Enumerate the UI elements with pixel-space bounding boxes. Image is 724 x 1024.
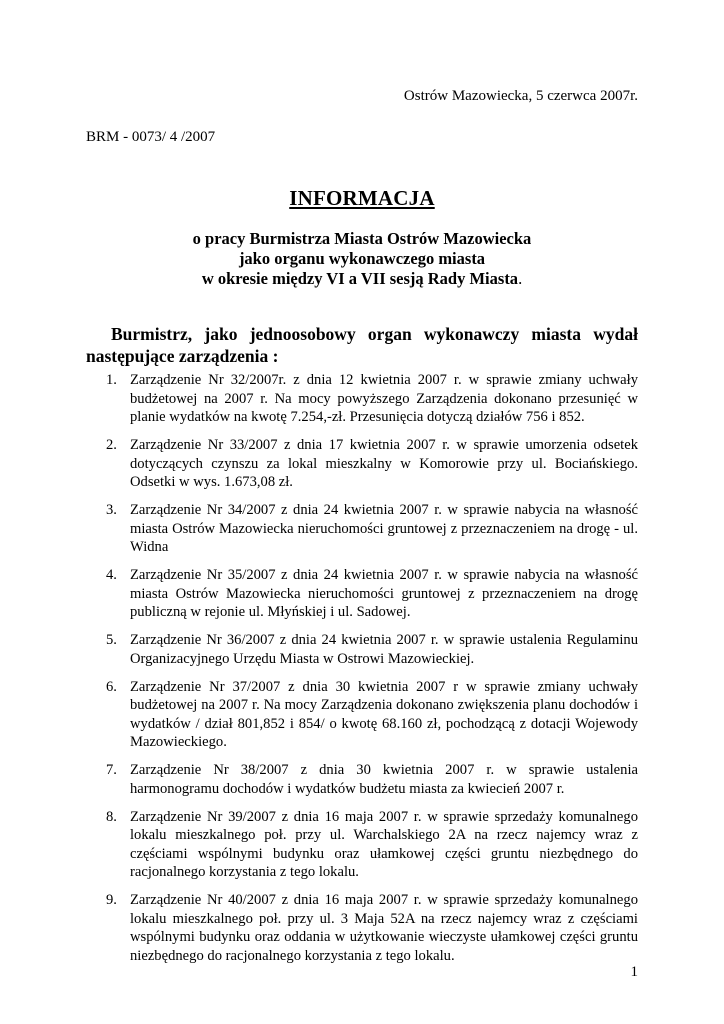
- decision-item: [86, 891, 638, 965]
- decisions-list: [86, 371, 638, 975]
- decision-item: [86, 566, 638, 622]
- lead-paragraph: Burmistrz, jako jednoosobowy organ wykonawczy miasta wydał następujące zarządzenia :: [86, 324, 638, 366]
- decision-text: Zarządzenie Nr 40/2007 z dnia 16 maja 2007 r. w sprawie sprzedaży komunalnego lokalu mieszkalnego poł. przy ul. 3 Maja 52A na rzecz najemcy wraz z częściami wspólnymi budynku oraz oddania w użytkowanie wieczyste ułamkowej części gruntu niezbędnego do racjonalnego korzystania z tego lokalu.: [130, 892, 638, 964]
- subtitle-line-3-text: w okresie między VI a VII sesją Rady Miasta: [201, 269, 519, 288]
- decision-item: [86, 501, 638, 557]
- decision-text: Zarządzenie Nr 35/2007 z dnia 24 kwietnia 2007 r. w sprawie nabycia na własność miasta Ostrów Mazowiecka nieruchomości gruntowej z przeznaczeniem na drogę publiczną w rejonie ul. Młyńskiej i ul. Sadowej.: [130, 567, 638, 620]
- decision-text: Zarządzenie Nr 38/2007 z dnia 30 kwietnia 2007 r. w sprawie ustalenia harmonogramu dochodów i wydatków budżetu miasta za kwiecień 2007 r.: [130, 762, 638, 797]
- decision-number: 3.: [106, 502, 117, 518]
- decision-item: [86, 371, 638, 427]
- decision-item: [86, 631, 638, 668]
- decision-item: [86, 761, 638, 798]
- decision-text: Zarządzenie Nr 32/2007r. z dnia 12 kwietnia 2007 r. w sprawie zmiany uchwały budżetowej na 2007 r. Na mocy powyższego Zarządzenia dokonano przesunięć w planie wydatków na kwotę 7.254,-zł. Przesunięcia dotyczą działów 756 i 852.: [130, 372, 638, 425]
- date-place-line: Ostrów Mazowiecka, 5 czerwca 2007r.: [403, 88, 638, 104]
- decision-item: [86, 808, 638, 882]
- decision-number: 7.: [106, 762, 117, 778]
- decision-number: 4.: [106, 567, 117, 583]
- subtitle-line-1: o pracy Burmistrza Miasta Ostrów Mazowiecka: [192, 229, 532, 248]
- decision-number: 2.: [106, 437, 117, 453]
- subtitle-line-2: jako organu wykonawczego miasta: [238, 249, 486, 268]
- subtitle-line-3: [0, 269, 724, 289]
- decision-number: 5.: [106, 632, 117, 648]
- decision-number: 8.: [106, 808, 117, 825]
- decision-item: [86, 678, 638, 752]
- decision-number: 1.: [106, 372, 117, 388]
- document-subtitle: [0, 229, 724, 289]
- document-title: INFORMACJA: [289, 186, 435, 210]
- decision-number: 6.: [106, 678, 117, 695]
- page-number: 1: [630, 964, 638, 980]
- decision-text: Zarządzenie Nr 37/2007 z dnia 30 kwietnia 2007 r w sprawie zmiany uchwały budżetowej na 2007 r. Na mocy Zarządzenia dokonano zwiększenia planu dochodów i wydatków / dział 801,852 i 854/ o kwotę 68.160 zł, pochodzącą z dotacji Wojewody Mazowieckiego.: [130, 678, 638, 750]
- reference-number: BRM - 0073/ 4 /2007: [86, 129, 216, 145]
- decision-text: Zarządzenie Nr 33/2007 z dnia 17 kwietnia 2007 r. w sprawie umorzenia odsetek dotyczących czynszu za lokal mieszkalny w Komorowie przy ul. Bociańskiego. Odsetki w wys. 1.673,08 zł.: [130, 437, 638, 490]
- decision-text: Zarządzenie Nr 39/2007 z dnia 16 maja 2007 r. w sprawie sprzedaży komunalnego lokalu mieszkalnego poł. przy ul. Warchalskiego 2A na rzecz najemcy wraz z częściami wspólnymi budynku oraz ułamkowej części gruntu niezbędnego do racjonalnego korzystania z tego lokalu.: [130, 808, 638, 880]
- decision-item: [86, 436, 638, 492]
- subtitle-line-3-period: .: [518, 269, 523, 288]
- decision-text: Zarządzenie Nr 34/2007 z dnia 24 kwietnia 2007 r. w sprawie nabycia na własność miasta Ostrów Mazowiecka nieruchomości gruntowej z przeznaczeniem na drogę - ul. Widna: [130, 502, 638, 555]
- decision-number: 9.: [106, 892, 117, 908]
- decision-text: Zarządzenie Nr 36/2007 z dnia 24 kwietnia 2007 r. w sprawie ustalenia Regulaminu Organizacyjnego Urzędu Miasta w Ostrowi Mazowieckiej.: [130, 632, 638, 667]
